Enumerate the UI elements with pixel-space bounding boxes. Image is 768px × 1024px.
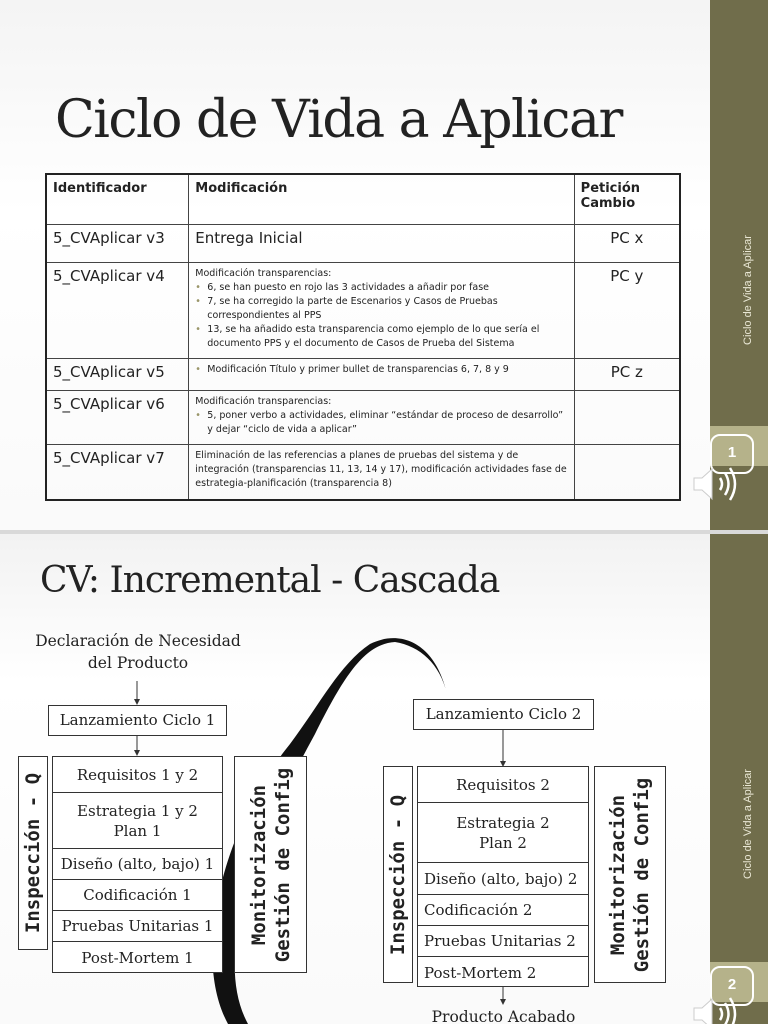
row-mod: Entrega Inicial xyxy=(189,224,574,262)
row-mod-intro: Modificación transparencias: xyxy=(195,267,332,279)
sidebar-label: Ciclo de Vida a Aplicar xyxy=(742,235,754,345)
row-mod-bullet: • 5, poner verbo a actividades, eliminar “estándar de proceso de desarrollo” y dejar “ciclo de vida a aplicar” xyxy=(195,409,567,437)
slide-sidebar xyxy=(710,534,768,1024)
phase-requisitos: Requisitos 1 y 2 xyxy=(53,757,222,793)
need-line-1: Declaración de Necesidad xyxy=(35,632,241,650)
final-product: Producto Acabado xyxy=(431,1008,576,1024)
slide-title: CV: Incremental - Cascada xyxy=(40,560,500,601)
launch-cycle-1: Lanzamiento Ciclo 1 xyxy=(48,705,227,736)
need-line-2: del Producto xyxy=(87,654,189,672)
phase-stack-1 xyxy=(52,756,223,973)
sidebar-label: Ciclo de Vida a Aplicar xyxy=(742,769,754,879)
row-pc: PC x xyxy=(574,224,680,262)
row-id: 5_CVAplicar v6 xyxy=(46,390,189,444)
launch-cycle-2: Lanzamiento Ciclo 2 xyxy=(413,699,594,730)
header-identificador: Identificador xyxy=(46,174,189,224)
row-mod xyxy=(189,358,574,390)
phase-stack-2 xyxy=(417,766,589,987)
header-modificacion: Modificación xyxy=(189,174,574,224)
phase-diseno: Diseño (alto, bajo) 2 xyxy=(418,863,588,895)
inspection-q-label: Inspección - Q xyxy=(22,772,44,934)
slide-2 xyxy=(0,534,768,1024)
monitoring-config-box-1 xyxy=(234,756,307,973)
phase-codificacion: Codificación 2 xyxy=(418,895,588,926)
phase-diseno: Diseño (alto, bajo) 1 xyxy=(53,849,222,880)
phase-codificacion: Codificación 1 xyxy=(53,880,222,911)
phase-pruebas-unitarias: Pruebas Unitarias 2 xyxy=(418,926,588,957)
speaker-icon[interactable] xyxy=(692,466,746,502)
row-mod xyxy=(189,390,574,444)
table-row xyxy=(46,224,680,262)
phase-estrategia-plan: Estrategia 2 Plan 2 xyxy=(418,803,588,863)
header-peticion-cambio: Petición Cambio xyxy=(574,174,680,224)
phase-post-mortem: Post-Mortem 2 xyxy=(424,963,537,982)
row-mod-bullet: • 7, se ha corregido la parte de Escenarios y Casos de Pruebas correspondientes al PPS xyxy=(195,295,567,323)
row-id: 5_CVAplicar v5 xyxy=(46,358,189,390)
row-id: 5_CVAplicar v3 xyxy=(46,224,189,262)
inspection-q-label: Inspección - Q xyxy=(387,794,409,955)
phase-pruebas-unitarias: Pruebas Unitarias 1 xyxy=(53,911,222,942)
row-mod: Eliminación de las referencias a planes de pruebas del sistema y de integración (transparencias 11, 13, 14 y 17), modificación actividades fase de estrategia-planificación (transparencia 8) xyxy=(189,444,574,500)
row-mod-bullet: • 13, se ha añadido esta transparencia como ejemplo de lo que sería el documento PPS y el documento de Casos de Prueba del Sistema xyxy=(195,323,567,351)
row-mod xyxy=(189,262,574,358)
table-row xyxy=(46,444,680,500)
revision-table xyxy=(45,173,681,501)
need-statement xyxy=(20,630,256,674)
table-header-row xyxy=(46,174,680,224)
slide-number: 2 xyxy=(710,966,754,1006)
table-row xyxy=(46,390,680,444)
row-pc xyxy=(574,390,680,444)
phase-post-mortem: Post-Mortem 1 xyxy=(81,949,194,967)
slide-title: Ciclo de Vida a Aplicar xyxy=(55,90,622,150)
monitoring-config-label: Monitorización Gestión de Config xyxy=(247,767,294,962)
monitoring-config-box-2 xyxy=(594,766,666,983)
inspection-q-box-2 xyxy=(383,766,413,983)
row-mod-intro: Modificación transparencias: xyxy=(195,395,332,407)
phase-requisitos: Requisitos 2 xyxy=(418,767,588,803)
row-mod-bullet: • Modificación Título y primer bullet de transparencias 6, 7, 8 y 9 xyxy=(195,363,567,377)
slide-sidebar xyxy=(710,0,768,530)
row-mod-bullet: • 6, se han puesto en rojo las 3 actividades a añadir por fase xyxy=(195,281,567,295)
row-pc: PC y xyxy=(574,262,680,358)
phase-estrategia-plan: Estrategia 1 y 2 Plan 1 xyxy=(53,793,222,849)
row-id: 5_CVAplicar v7 xyxy=(46,444,189,500)
table-row xyxy=(46,358,680,390)
row-id: 5_CVAplicar v4 xyxy=(46,262,189,358)
slide-number: 1 xyxy=(710,434,754,474)
inspection-q-box-1 xyxy=(18,756,48,950)
monitoring-config-label: Monitorización Gestión de Config xyxy=(607,777,653,972)
table-row xyxy=(46,262,680,358)
row-pc: PC z xyxy=(574,358,680,390)
row-pc xyxy=(574,444,680,500)
